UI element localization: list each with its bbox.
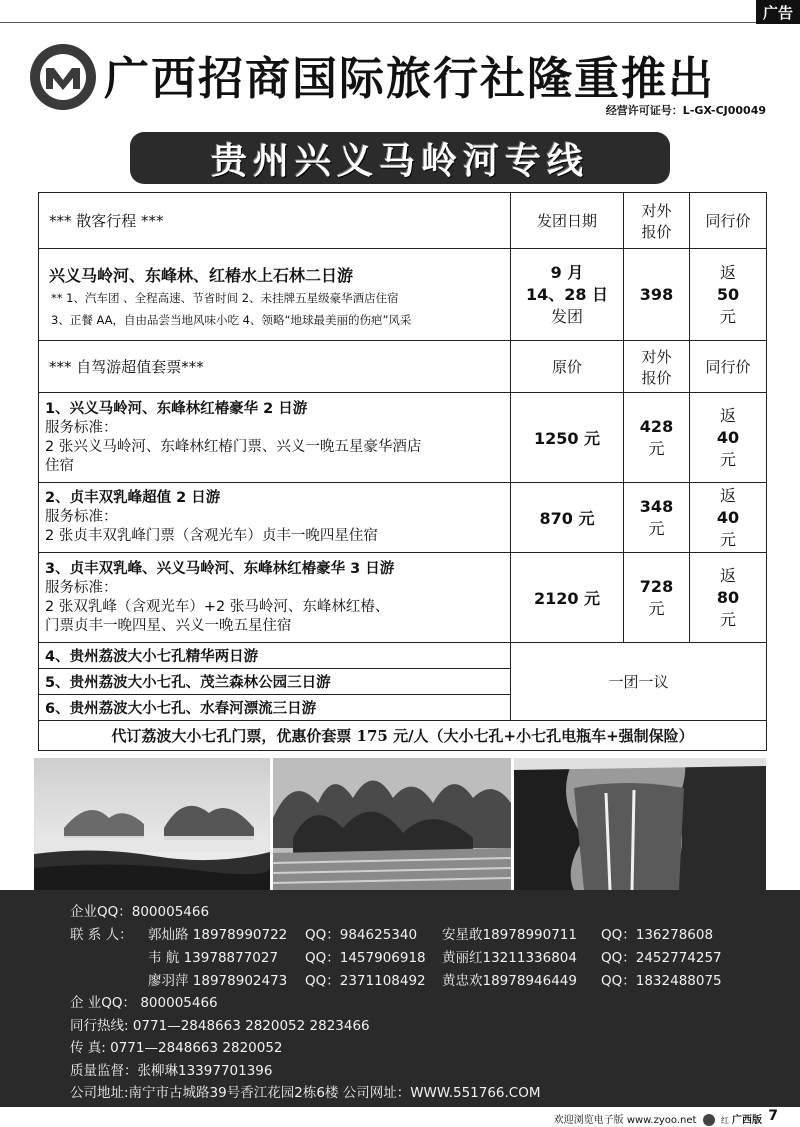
- ad-tag: 广告: [756, 0, 800, 24]
- section2-header: [39, 341, 767, 393]
- top-rule: [0, 22, 756, 23]
- section1-header: [39, 193, 767, 249]
- fax: 传 真: 0771—2848663 2820052: [70, 1040, 283, 1056]
- col-orig: 原价: [511, 341, 624, 393]
- badge-mark: 红: [720, 1116, 729, 1125]
- footer-text: 欢迎浏览电子版 www.zyoo.net 红 广西版: [553, 1115, 762, 1126]
- page-footer: [0, 1107, 800, 1127]
- group-tour-price: 398: [624, 249, 690, 341]
- contact-panel: [0, 890, 800, 1107]
- contact-row-1: 郭灿路 18978990722 QQ：984625340 安星敢18978990711 QQ：136278608: [148, 927, 714, 943]
- col-price2: 对外 报价: [624, 341, 690, 393]
- negotiable-cell: 一团一议: [511, 643, 767, 721]
- contact-row-3: 廖羽萍 18978902473 QQ：2371108492 黄忠欢18978946449 QQ：1832488075: [148, 973, 722, 989]
- company-name: 广西招商国际旅行社隆重推出: [104, 52, 716, 105]
- package-row-2: [39, 483, 767, 553]
- package-peer-1: 返 40 元: [690, 393, 767, 483]
- company-logo-icon: [30, 44, 96, 110]
- section1-title: *** 散客行程 ***: [39, 193, 511, 249]
- package-info-3: 3、贞丰双乳峰、兴义马岭河、东峰林红椿豪华 3 日游 服务标准： 2 张双乳峰（含观光车）+2 张马岭河、东峰林红椿、 门票贞丰一晚四星、兴义一晚五星住宿: [39, 553, 511, 643]
- contact-row-2: 韦 航 13978877027 QQ：1457906918 黄丽红13211336804 QQ：2452774257: [148, 950, 722, 966]
- license-number: 经营许可证号：L-GX-CJ00049: [605, 104, 766, 117]
- package-peer-3: 返 80 元: [690, 553, 767, 643]
- group-tour-note1: ** 1、汽车团 、全程高速、节省时间 2、未挂牌五星级豪华酒店住宿: [51, 291, 399, 305]
- package-info-2: 2、贞丰双乳峰超值 2 日游 服务标准： 2 张贞丰双乳峰门票（含观光车）贞丰一晚四星住宿: [39, 483, 511, 553]
- edition-label: 广西版: [732, 1115, 762, 1126]
- package-peer-2: 返 40 元: [690, 483, 767, 553]
- guizhou-row-1: [39, 643, 767, 669]
- photo-karst-fields: [273, 758, 511, 890]
- group-tour-peer: 返 50 元: [690, 249, 767, 341]
- col-price: 对外 报价: [624, 193, 690, 249]
- section2-title: *** 自驾游超值套票***: [39, 341, 511, 393]
- package-price-1: 428 元: [624, 393, 690, 483]
- guizhou-tour-3: 6、贵州荔波大小七孔、水春河漂流三日游: [39, 695, 511, 721]
- group-tour-row: [39, 249, 767, 341]
- quality-supervision: 质量监督：张柳琳13397701396: [70, 1063, 273, 1079]
- package-orig-1: 1250 元: [511, 393, 624, 483]
- enterprise-qq-2: 企 业QQ： 800005466: [70, 995, 218, 1011]
- ticket-offer: 代订荔波大小七孔门票，优惠价套票 175 元/人（大小七孔+小七孔电瓶车+强制保险）: [39, 721, 767, 751]
- guizhou-tour-2: 5、贵州荔波大小七孔、茂兰森林公园三日游: [39, 669, 511, 695]
- group-tour-info: [39, 249, 511, 341]
- package-info-1: 1、兴义马岭河、东峰林红椿豪华 2 日游 服务标准： 2 张兴义马岭河、东峰林红椿门票、兴义一晚五星豪华酒店 住宿: [39, 393, 511, 483]
- col-peer: 同行价: [690, 193, 767, 249]
- package-price-2: 348 元: [624, 483, 690, 553]
- photo-strip: [34, 758, 766, 890]
- site-badge-icon: [703, 1114, 715, 1126]
- package-price-3: 728 元: [624, 553, 690, 643]
- peer-hotline: 同行热线: 0771—2848663 2820052 2823466: [70, 1018, 370, 1034]
- package-orig-2: 870 元: [511, 483, 624, 553]
- title-banner: [130, 132, 670, 184]
- footer-row: [39, 721, 767, 751]
- col-peer2: 同行价: [690, 341, 767, 393]
- guizhou-tour-1: 4、贵州荔波大小七孔精华两日游: [39, 643, 511, 669]
- page-number: 7: [768, 1108, 778, 1124]
- package-row-1: [39, 393, 767, 483]
- photo-waterfall-gorge: [514, 758, 766, 890]
- banner-title: 贵州兴义马岭河专线: [210, 140, 589, 182]
- package-orig-3: 2120 元: [511, 553, 624, 643]
- group-tour-date: 9 月 14、28 日 发团: [511, 249, 624, 341]
- group-tour-title: 兴义马岭河、东峰林、红椿水上石林二日游: [49, 266, 354, 285]
- contacts-label: 联 系 人：: [70, 927, 133, 943]
- photo-misty-peaks: [34, 758, 270, 890]
- package-row-3: [39, 553, 767, 643]
- tour-table: [38, 192, 767, 751]
- col-date: 发团日期: [511, 193, 624, 249]
- enterprise-qq-1: 企业QQ：800005466: [70, 904, 210, 920]
- group-tour-note2: 3、正餐 AA，自由品尝当地风味小吃 4、领略“地球最美丽的伤疤”风采: [51, 313, 412, 327]
- company-address: 公司地址:南宁市古城路39号香江花园2栋6楼 公司网址：WWW.551766.COM: [70, 1085, 541, 1101]
